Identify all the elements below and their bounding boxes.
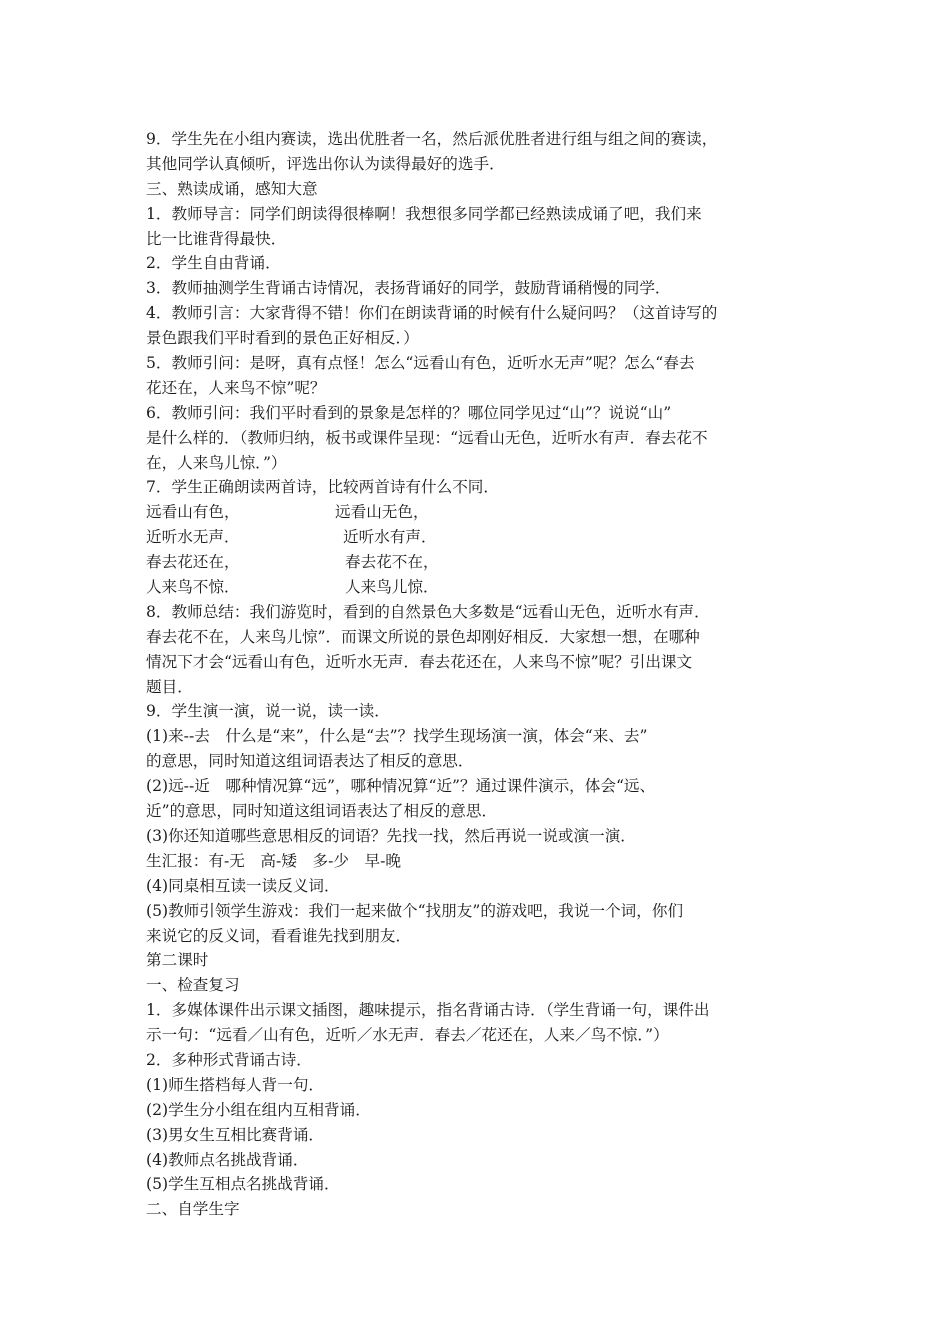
poem-row bbox=[146, 525, 826, 550]
text-line: 2．多种形式背诵古诗． bbox=[146, 1050, 312, 1069]
text-line: 来说它的反义词，看看谁先找到朋友． bbox=[146, 926, 412, 945]
text-line: 是什么样的．（教师归纳，板书或课件呈现：“远看山无色，近听水有声．春去花不 bbox=[146, 428, 708, 447]
poem-comparison bbox=[146, 500, 826, 600]
text-line: (3)男女生互相比赛背诵． bbox=[146, 1125, 325, 1144]
text-line: 生汇报：有-无 高-矮 多-少 早-晚 bbox=[146, 851, 401, 870]
text-line: 春去花不在，人来鸟儿惊”．而课文所说的景色却刚好相反．大家想一想，在哪种 bbox=[146, 627, 700, 646]
poem-row bbox=[146, 500, 826, 525]
text-line: (4)教师点名挑战背诵． bbox=[146, 1150, 309, 1169]
text-line: 近”的意思，同时知道这组词语表达了相反的意思． bbox=[146, 802, 498, 821]
section-heading: 一、检查复习 bbox=[146, 976, 240, 995]
text-line: 示一句：“远看／山有色，近听／水无声．春去／花还在，人来／鸟不惊．”） bbox=[146, 1026, 669, 1045]
text-line: 1．多媒体课件出示课文插图，趣味提示，指名背诵古诗．（学生背诵一句，课件出 bbox=[146, 1001, 710, 1020]
text-line: 9．学生演一演，说一说，读一读． bbox=[146, 702, 390, 721]
text-line: (5)学生互相点名挑战背诵． bbox=[146, 1175, 340, 1194]
poem-left: 人来鸟不惊． bbox=[146, 578, 240, 597]
text-line: 其他同学认真倾听，评选出你认为读得最好的选手． bbox=[146, 154, 505, 173]
section-heading: 二、自学生字 bbox=[146, 1200, 240, 1219]
text-line: 3．教师抽测学生背诵古诗情况，表扬背诵好的同学，鼓励背诵稍慢的同学． bbox=[146, 279, 671, 298]
poem-left: 近听水无声． bbox=[146, 528, 240, 547]
text-line: 题目． bbox=[146, 677, 193, 696]
text-line: 8．教师总结：我们游览时，看到的自然景色大多数是“远看山无色，近听水有声． bbox=[146, 602, 710, 621]
text-line: 在，人来鸟儿惊．”） bbox=[146, 453, 287, 472]
text-line: 9．学生先在小组内赛读，选出优胜者一名，然后派优胜者进行组与组之间的赛读， bbox=[146, 130, 718, 148]
poem-row bbox=[146, 575, 826, 600]
text-line: 6．教师引问：我们平时看到的景象是怎样的？哪位同学见过“山”？说说“山” bbox=[146, 403, 672, 422]
poem-right: 春去花不在， bbox=[345, 553, 439, 572]
document-page bbox=[146, 127, 826, 1222]
poem-left: 远看山有色， bbox=[146, 503, 240, 522]
text-line: (2)学生分小组在组内互相背诵． bbox=[146, 1100, 371, 1119]
text-line: (5)教师引领学生游戏：我们一起来做个“找朋友”的游戏吧，我说一个词，你们 bbox=[146, 901, 684, 920]
text-block-2 bbox=[146, 600, 826, 1222]
text-line: 4．教师引言：大家背得不错！你们在朗读背诵的时候有什么疑问吗？（这首诗写的 bbox=[146, 304, 718, 323]
text-line: 情况下才会“远看山有色，近听水无声．春去花还在，人来鸟不惊”呢？引出课文 bbox=[146, 652, 693, 671]
section-heading: 三、熟读成诵，感知大意 bbox=[146, 179, 318, 198]
text-line: 2．学生自由背诵． bbox=[146, 254, 281, 273]
text-line: 花还在，人来鸟不惊”呢？ bbox=[146, 378, 326, 397]
poem-row bbox=[146, 550, 826, 575]
text-line: 5．教师引问：是呀，真有点怪！怎么“远看山有色，近听水无声”呢？怎么“春去 bbox=[146, 354, 695, 373]
text-line: 比一比谁背得最快． bbox=[146, 229, 287, 248]
text-line: 7．学生正确朗读两首诗，比较两首诗有什么不同． bbox=[146, 478, 499, 497]
text-line: (3)你还知道哪些意思相反的词语？先找一找，然后再说一说或演一演． bbox=[146, 826, 636, 845]
text-line: 景色跟我们平时看到的景色正好相反．） bbox=[146, 329, 419, 348]
text-line: 的意思，同时知道这组词语表达了相反的意思． bbox=[146, 752, 474, 771]
poem-left: 春去花还在， bbox=[146, 553, 240, 572]
text-line: (1)来--去 什么是“来”，什么是“去”？找学生现场演一演，体会“来、去” bbox=[146, 727, 648, 746]
text-line: (2)远--近 哪种情况算“远”，哪种情况算“近”？通过课件演示，体会“远、 bbox=[146, 777, 656, 796]
text-line: 1．教师导言：同学们朗读得很棒啊！我想很多同学都已经熟读成诵了吧，我们来 bbox=[146, 204, 702, 223]
poem-right: 近听水有声． bbox=[343, 528, 437, 547]
poem-right: 人来鸟儿惊． bbox=[345, 578, 439, 597]
poem-right: 远看山无色， bbox=[335, 503, 429, 522]
text-line: (4)同桌相互读一读反义词． bbox=[146, 876, 340, 895]
section-heading: 第二课时 bbox=[146, 951, 209, 970]
text-line: (1)师生搭档每人背一句． bbox=[146, 1075, 325, 1094]
text-block-1 bbox=[146, 127, 826, 500]
